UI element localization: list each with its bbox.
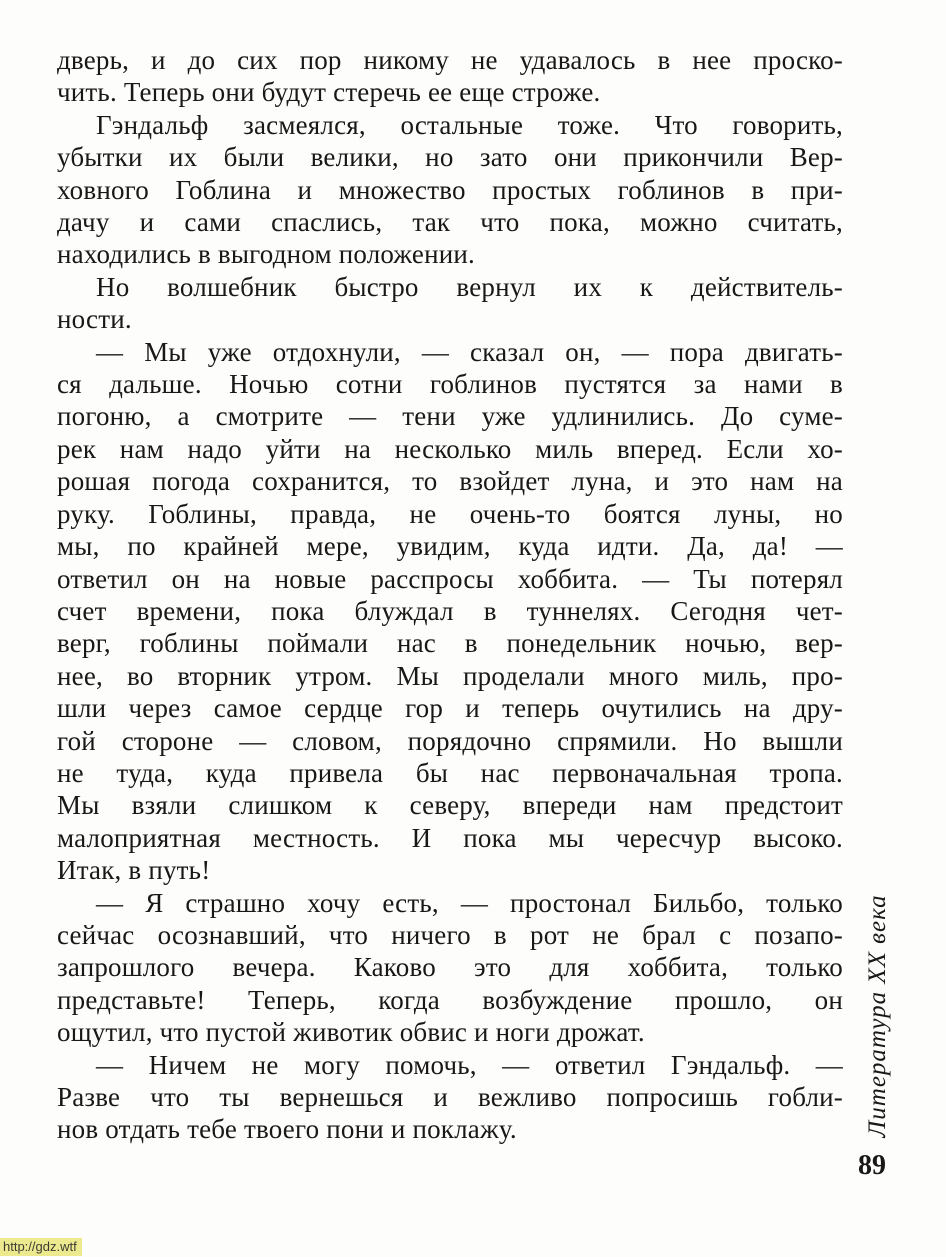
text-line: ховного Гоблина и множество простых гоблинов в при-	[57, 174, 843, 205]
text-line: представьте! Теперь, когда возбуждение прошло, он	[57, 984, 843, 1015]
text-line: руку. Гоблины, правда, не очень-то боятся луны, но	[57, 498, 843, 529]
text-line: Мы взяли слишком к северу, впереди нам предстоит	[57, 790, 843, 821]
text-line: находились в выгодном положении.	[57, 239, 475, 270]
text-line: чить. Теперь они будут стеречь ее еще строже.	[57, 77, 601, 108]
text-line: — Ничем не могу помочь, — ответил Гэндальф. —	[96, 1049, 843, 1080]
text-line: запрошлого вечера. Каково это для хоббита, только	[57, 952, 843, 983]
text-line: сейчас осознавший, что ничего в рот не брал с позапо-	[57, 919, 843, 950]
text-line: рошая погода сохранится, то взойдет луна, и это нам на	[57, 466, 843, 497]
text-line: Итак, в путь!	[57, 855, 211, 886]
text-line: малоприятная местность. И пока мы чересчур высоко.	[57, 822, 843, 853]
text-line: убытки их были велики, но зато они прикончили Вер-	[57, 142, 843, 173]
text-line: не туда, куда привела бы нас первоначальная тропа.	[57, 757, 843, 788]
body-text	[57, 44, 843, 1146]
text-line: Гэндальф засмеялся, остальные тоже. Что говорить,	[96, 109, 843, 140]
text-line: нее, во вторник утром. Мы проделали много миль, про-	[57, 660, 843, 691]
text-line: счет времени, пока блуждал в туннелях. Сегодня чет-	[57, 595, 843, 626]
text-line: мы, по крайней мере, увидим, куда идти. Да, да! —	[57, 531, 843, 562]
text-line: ответил он на новые расспросы хоббита. — Ты потерял	[57, 563, 843, 594]
watermark-url[interactable]: http://gdz.wtf	[0, 1238, 82, 1256]
text-line: Но волшебник быстро вернул их к действитель-	[96, 271, 843, 302]
text-line: ся дальше. Ночью сотни гоблинов пустятся за нами в	[57, 369, 843, 400]
series-margin-label: Литература XX века	[864, 894, 891, 1138]
text-line: дачу и сами спаслись, так что пока, можно считать,	[57, 207, 843, 238]
page-number: 89	[858, 1150, 886, 1181]
text-line: Разве что ты вернешься и вежливо попросишь гобли-	[57, 1082, 843, 1112]
text-line: — Мы уже отдохнули, — сказал он, — пора двигать-	[96, 336, 843, 367]
text-line: рек нам надо уйти на несколько миль вперед. Если хо-	[57, 433, 843, 464]
text-line: гой стороне — словом, порядочно спрямили. Но вышли	[57, 725, 843, 756]
text-line: шли через самое сердце гор и теперь очутились на дру-	[57, 693, 843, 724]
text-line: — Я страшно хочу есть, — простонал Бильбо, только	[96, 887, 843, 918]
text-line: нов отдать тебе твоего пони и поклажу.	[57, 1114, 517, 1145]
text-line: погоню, а смотрите — тени уже удлинились. До суме-	[57, 401, 843, 432]
text-line: верг, гоблины поймали нас в понедельник ночью, вер-	[57, 628, 843, 659]
text-line: дверь, и до сих пор никому не удавалось в нее проско-	[57, 45, 843, 75]
text-line: ощутил, что пустой животик обвис и ноги дрожат.	[57, 1017, 645, 1048]
text-line: ности.	[57, 304, 132, 335]
